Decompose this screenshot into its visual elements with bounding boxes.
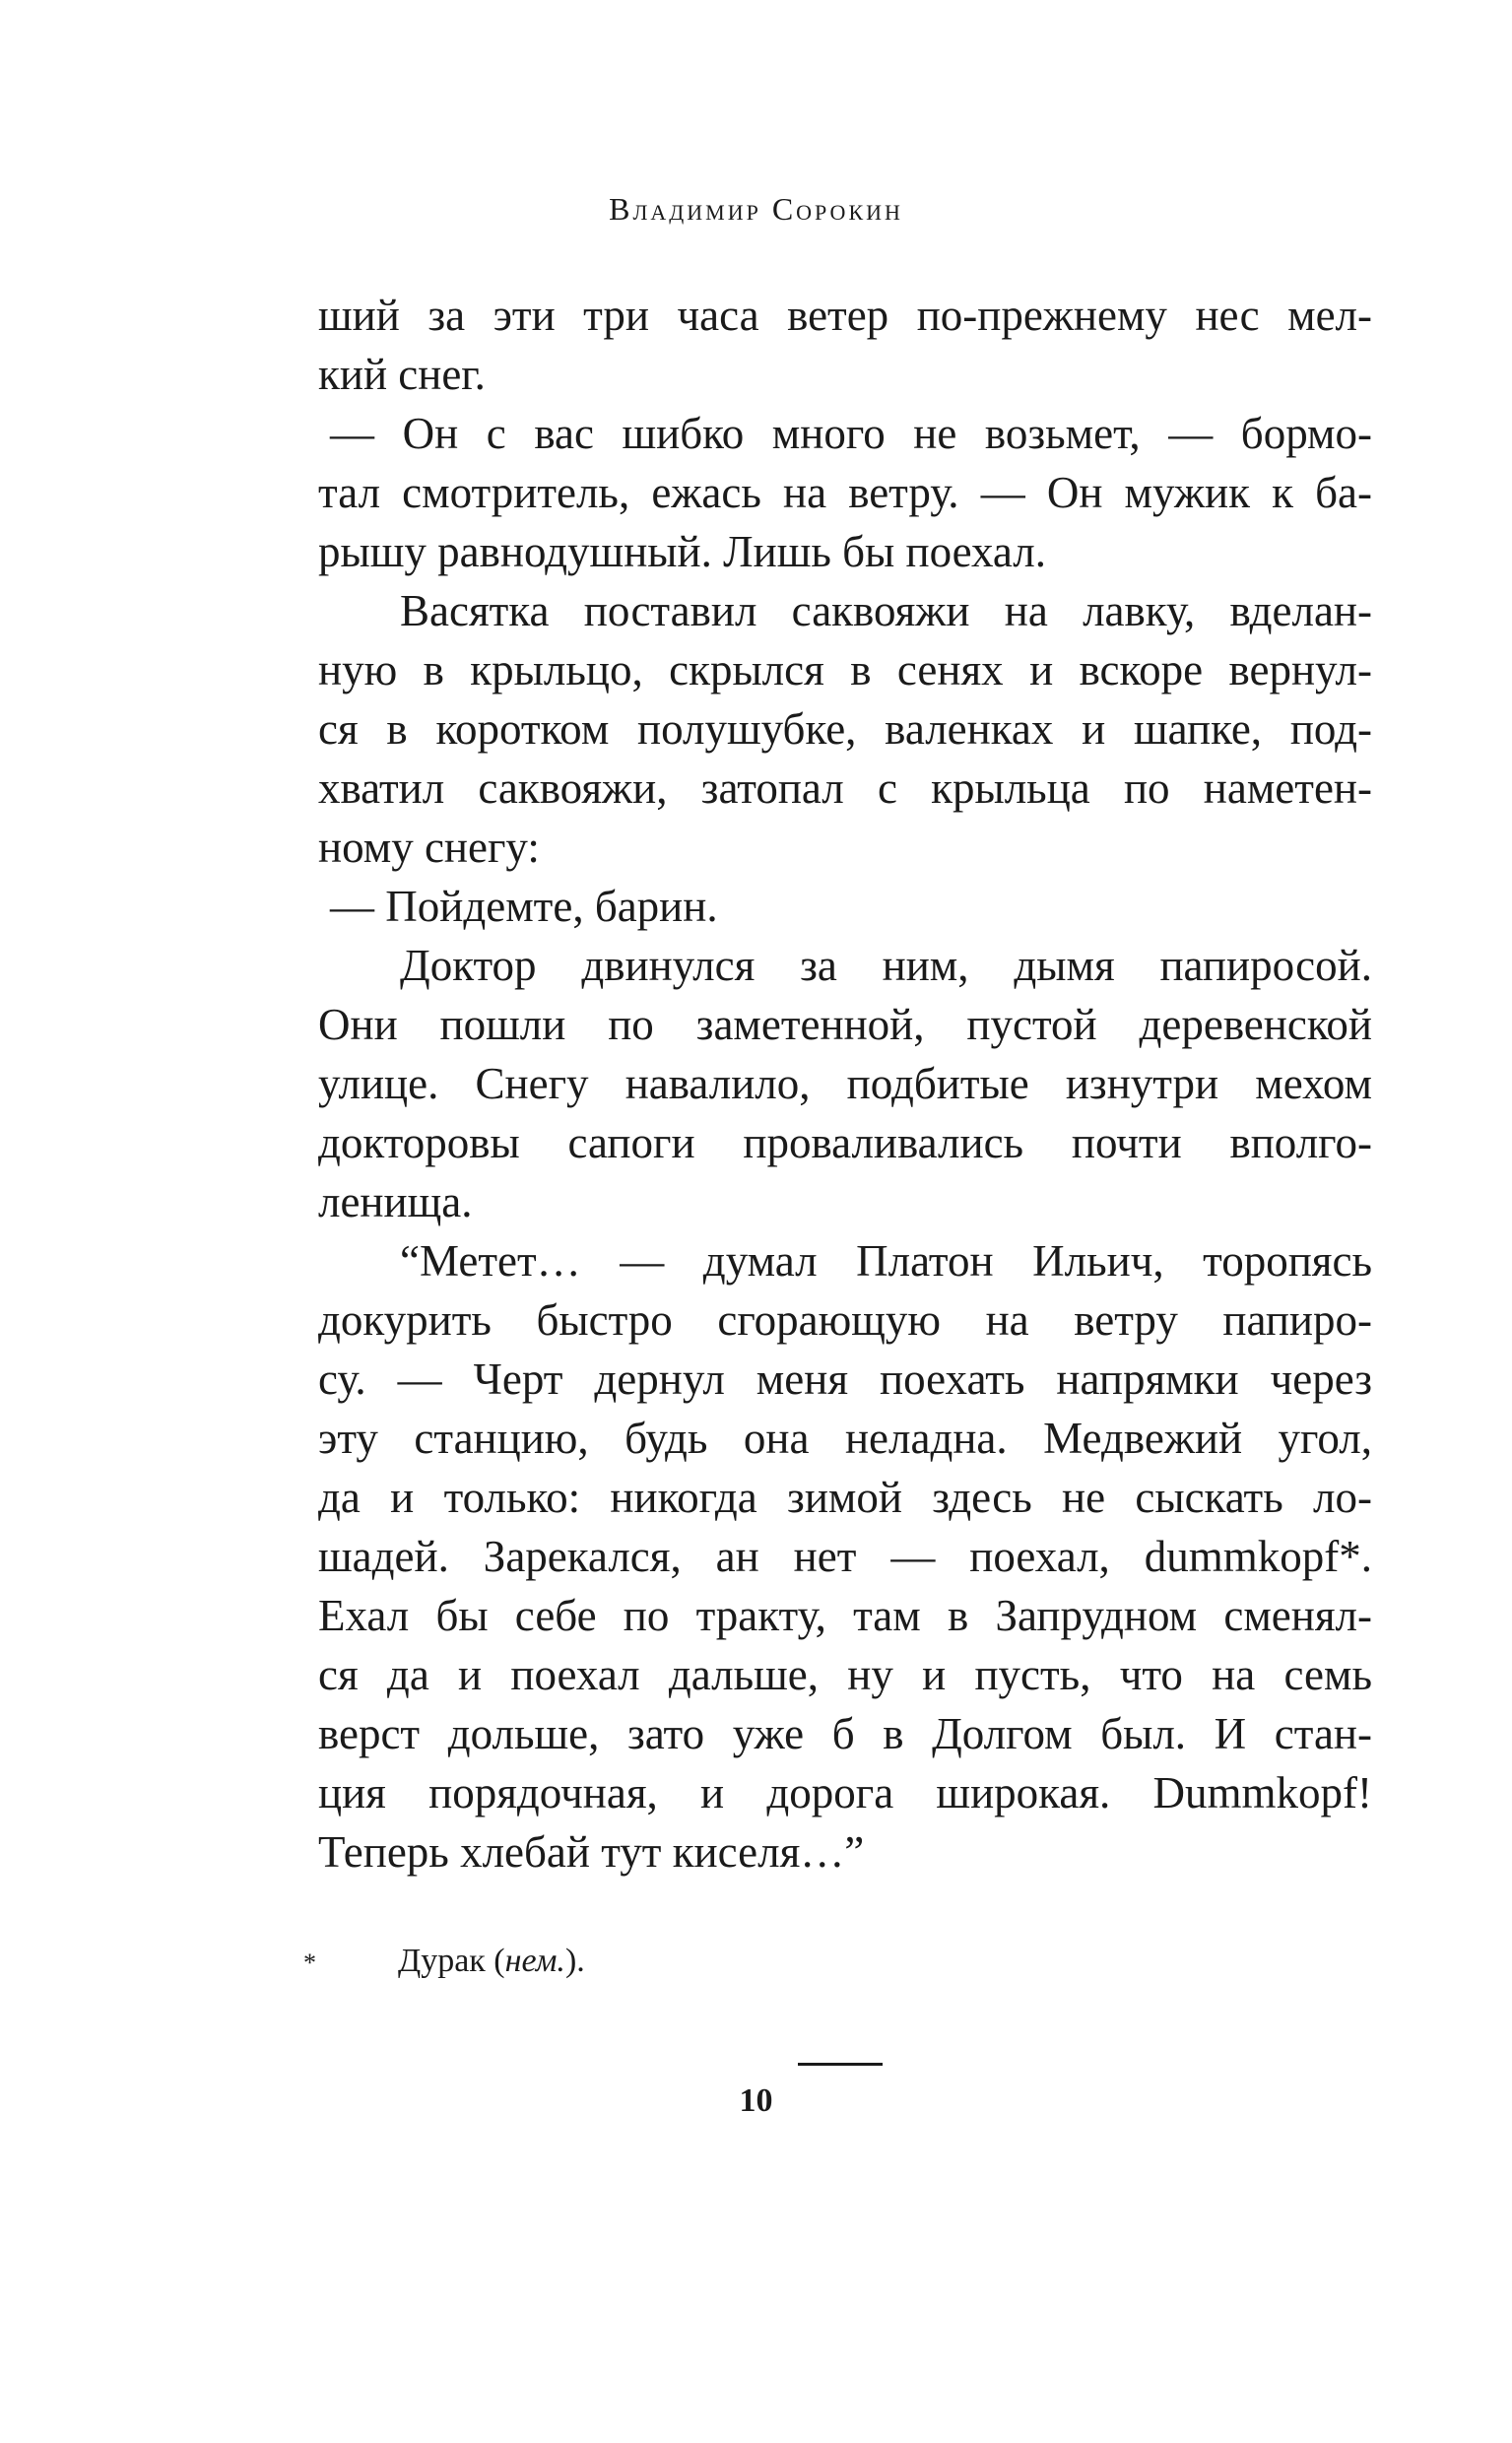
text-line: докторовы сапоги проваливались почти вполго-: [318, 1118, 1372, 1167]
text-line: кий снег.: [318, 350, 486, 399]
text-line: Доктор двинулся за ним, дымя папиросой.: [400, 941, 1372, 990]
text-line: шадей. Зарекался, ан нет — поехал, dummkopf*.: [318, 1532, 1372, 1581]
text-line: верст дольше, зато уже б в Долгом был. И стан-: [318, 1709, 1372, 1758]
text-line: су. — Черт дернул меня поехать напрямки через: [318, 1354, 1372, 1404]
text-line: ся в коротком полушубке, валенках и шапке, под-: [318, 704, 1372, 754]
text-line: докурить быстро сгорающую на ветру папиро-: [318, 1295, 1372, 1345]
text-line: рышу равнодушный. Лишь бы поехал.: [318, 527, 1046, 576]
text-line: — Пойдемте, барин.: [330, 882, 718, 931]
page-number-rule: [798, 2063, 883, 2066]
footnote-word: Дурак (: [398, 1943, 505, 1979]
footnote-mark: *: [303, 1948, 316, 1977]
text-line: тал смотритель, ежась на ветру. — Он мужик к ба-: [318, 468, 1372, 517]
text-line: ному снегу:: [318, 823, 540, 872]
text-line: ся да и поехал дальше, ну и пусть, что на семь: [318, 1650, 1372, 1699]
text-line: да и только: никогда зимой здесь не сыскать ло-: [318, 1473, 1372, 1522]
footnote-italic: нем.: [504, 1943, 565, 1979]
text-line: хватил саквояжи, затопал с крыльца по наметен-: [318, 763, 1372, 813]
text-line: Ехал бы себе по тракту, там в Запрудном сменял-: [318, 1591, 1372, 1640]
text-line: “Метет… — думал Платон Ильич, торопясь: [400, 1236, 1372, 1286]
body-text: [318, 286, 1372, 1882]
text-line: Они пошли по заметенной, пустой деревенской: [318, 1000, 1372, 1049]
text-line: эту станцию, будь она неладна. Медвежий угол,: [318, 1414, 1372, 1463]
text-line: — Он с вас шибко много не возьмет, — бормо-: [330, 409, 1372, 458]
text-line: ленища.: [318, 1177, 473, 1226]
footnote-text: [398, 1943, 585, 1980]
text-line: ция порядочная, и дорога широкая. Dummkopf!: [318, 1768, 1372, 1817]
text-line: улице. Снегу навалило, подбитые изнутри мехом: [318, 1059, 1372, 1108]
text-line: Теперь хлебай тут киселя…”: [318, 1827, 865, 1877]
running-header: Владимир Сорокин: [609, 191, 903, 227]
footnote-end: ).: [564, 1943, 585, 1979]
text-line: Васятка поставил саквояжи на лавку, вделан-: [400, 586, 1372, 635]
page-number: 10: [739, 2082, 773, 2119]
text-line: ший за эти три часа ветер по-прежнему нес мел-: [318, 291, 1372, 340]
text-line: ную в крыльцо, скрылся в сенях и вскоре вернул-: [318, 645, 1372, 694]
